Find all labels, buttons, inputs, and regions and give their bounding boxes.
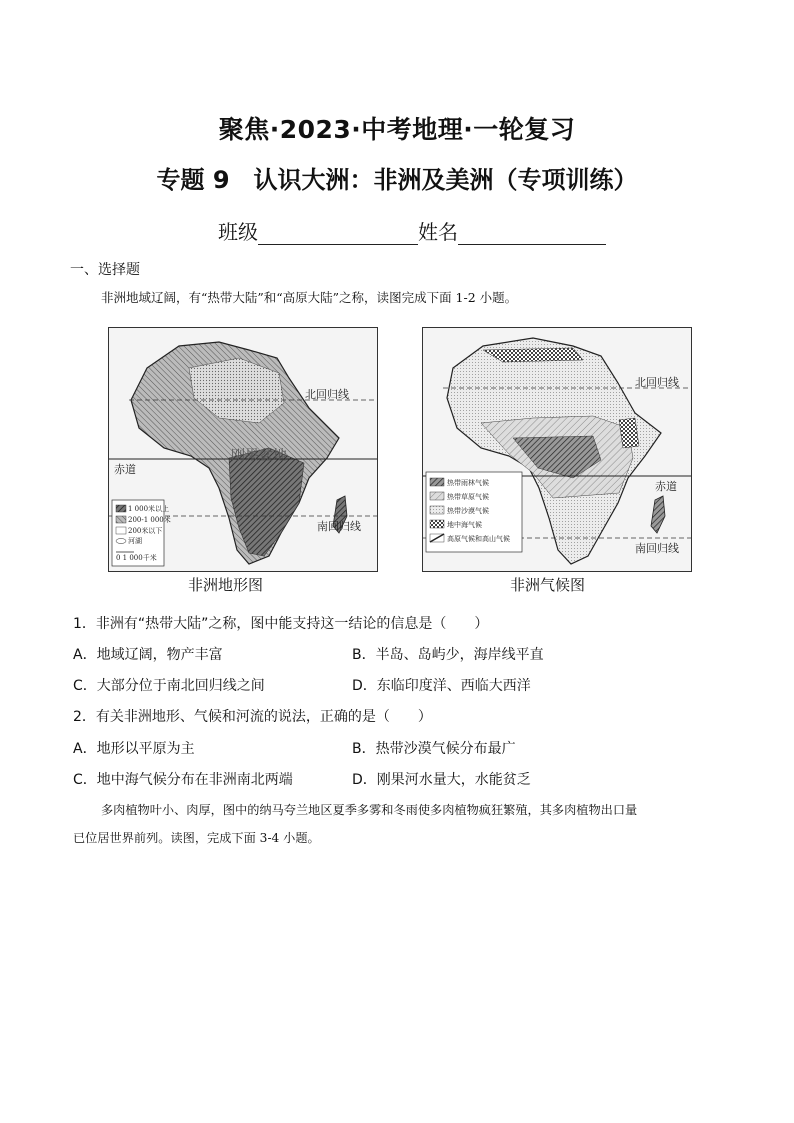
climate-madagascar-shape	[651, 496, 665, 533]
q2-option-a[interactable]: A．地形以平原为主	[73, 741, 195, 757]
q2-option-b[interactable]: B．热带沙漠气候分布最广	[352, 741, 516, 757]
climate-equator-label: 赤道	[655, 480, 677, 493]
climate-map-svg	[423, 328, 691, 571]
q2-option-d[interactable]: D．刚果河水量大，水能贫乏	[352, 772, 531, 788]
name-label: 姓名	[418, 220, 458, 244]
intro-paragraph-1: 非洲地域辽阔，有“热带大陆”和“高原大陆”之称，读图完成下面 1-2 小题。	[101, 290, 518, 305]
page-title: 聚焦·2023·中考地理·一轮复习	[218, 115, 576, 144]
q1-option-a[interactable]: A．地域辽阔，物产丰富	[73, 647, 223, 663]
legend-rainforest: 热带雨林气候	[447, 479, 489, 487]
terrain-south-tropic-label: 南回归线	[317, 520, 361, 533]
question-2-stem: 2．有关非洲地形、气候和河流的说法，正确的是（ ）	[73, 709, 432, 725]
q1-option-d[interactable]: D．东临印度洋、西临大西洋	[352, 678, 531, 694]
student-info-line	[218, 216, 606, 245]
legend-text-200-1000: 200-1 000米	[128, 516, 171, 524]
legend-text-scale: 0 1 000千米	[116, 554, 157, 562]
q1-option-c[interactable]: C．大部分位于南北回归线之间	[73, 678, 265, 694]
section-heading: 一、选择题	[70, 262, 140, 278]
africa-climate-map	[422, 327, 692, 572]
legend-text-1000: 1 000米以上	[128, 505, 170, 513]
climate-south-tropic-label: 南回归线	[635, 542, 679, 555]
intro-paragraph-2-line2: 已位居世界前列。读图，完成下面 3-4 小题。	[73, 831, 320, 845]
terrain-map-caption: 非洲地形图	[188, 576, 264, 594]
name-blank[interactable]	[458, 224, 606, 245]
q1-option-b[interactable]: B．半岛、岛屿少，海岸线平直	[352, 647, 544, 663]
legend-text-200: 200米以下	[128, 527, 163, 535]
climate-north-tropic-label: 北回归线	[635, 376, 679, 389]
terrain-equator-label: 赤道	[114, 463, 136, 476]
legend-desert: 热带沙漠气候	[447, 507, 489, 515]
legend-savanna: 热带草原气候	[447, 493, 489, 501]
climate-map-caption: 非洲气候图	[510, 576, 586, 594]
question-1-stem: 1．非洲有“热带大陆”之称，图中能支持这一结论的信息是（ ）	[73, 616, 489, 632]
terrain-legend	[112, 500, 171, 566]
page-subtitle: 专题 9 认识大洲：非洲及美洲（专项训练）	[156, 166, 638, 194]
intro-paragraph-2-line1: 多肉植物叶小、肉厚，图中的纳马夸兰地区夏季多雾和冬雨使多肉植物疯狂繁殖，其多肉植物出口量	[101, 803, 638, 817]
africa-terrain-map	[108, 327, 378, 572]
q2-option-c[interactable]: C．地中海气候分布在非洲南北两端	[73, 772, 293, 788]
legend-highland: 高原气候和高山气候	[447, 535, 510, 543]
class-label: 班级	[218, 220, 258, 244]
terrain-north-tropic-label: 北回归线	[305, 388, 349, 401]
legend-text-lake: 河湖	[128, 537, 142, 545]
legend-mediterranean: 地中海气候	[447, 521, 482, 529]
climate-legend	[426, 472, 522, 552]
terrain-basin-label: 刚果盆地	[231, 448, 287, 464]
class-blank[interactable]	[258, 224, 418, 245]
